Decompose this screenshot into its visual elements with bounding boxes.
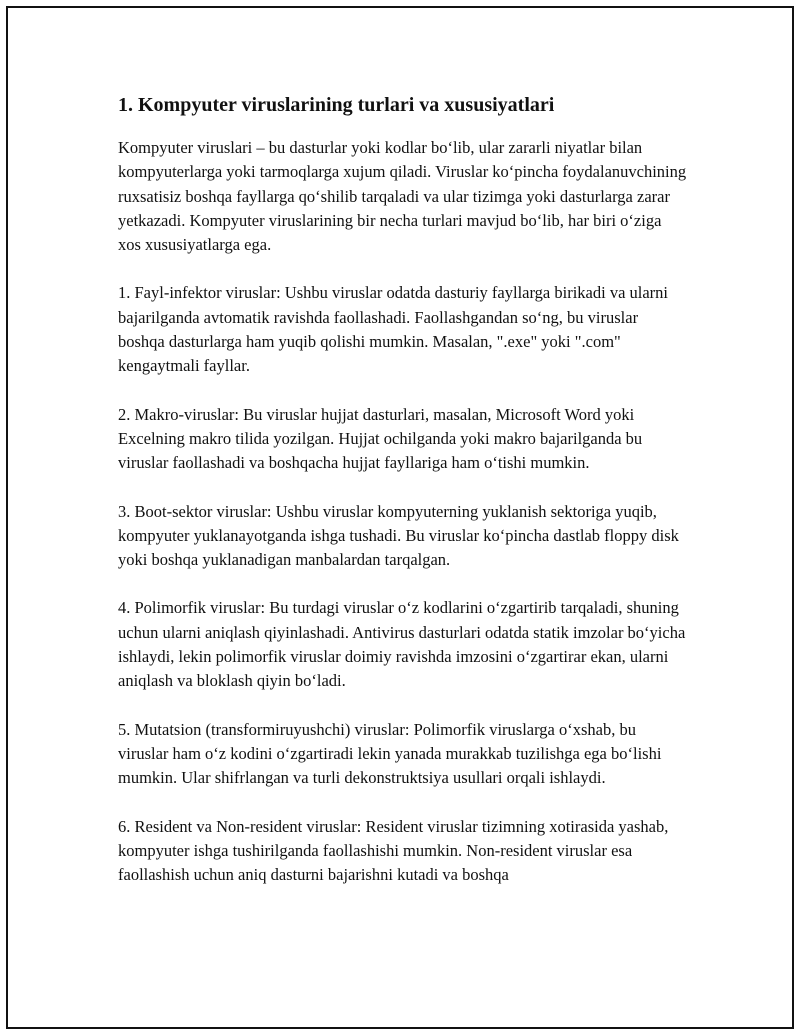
document-body [118, 92, 688, 911]
paragraph-resident: 6. Resident va Non-resident viruslar: Resident viruslar tizimning xotirasida yashab, kompyuter ishga tushirilganda faollashishi mumkin. Non-resident viruslar esa faollashish uchun aniq dasturni bajarishni kutadi va boshqa [118, 816, 669, 885]
paragraph-polymorphic: 4. Polimorfik viruslar: Bu turdagi viruslar o‘z kodlarini o‘zgartirib tarqaladi, shuning uchun ularni aniqlash qiyinlashadi. Antivirus dasturlari odatda statik imzolar bo‘yicha ishlaydi, lekin polimorfik viruslar doimiy ravishda imzosini o‘zgartirar ekan, ularni aniqlash va bloklash qiyin bo‘ladi. [118, 598, 686, 691]
paragraph-macro-viruses: 2. Makro-viruslar: Bu viruslar hujjat dasturlari, masalan, Microsoft Word yoki Excelning makro tilida yozilgan. Hujjat ochilganda yoki makro bajarilganda bu viruslar faollashadi va boshqacha hujjat fayllariga ham o‘tishi mumkin. [118, 404, 643, 473]
paragraph-mutational: 5. Mutatsion (transformiruyushchi) viruslar: Polimorfik viruslarga o‘xshab, bu viruslar ham o‘z kodini o‘zgartiradi lekin yanada murakkab tuzilishga ega bo‘lishi mumkin. Ular shifrlangan va turli dekonstruktsiya usullari orqali ishlaydi. [118, 719, 662, 788]
paragraph-boot-sector: 3. Boot-sektor viruslar: Ushbu viruslar kompyuterning yuklanish sektoriga yuqib, kompyuter yuklanayotganda ishga tushadi. Bu viruslar ko‘pincha dastlab floppy disk yoki boshqa yuklanadigan manbalardan tarqalgan. [118, 501, 679, 570]
paragraph-intro: Kompyuter viruslari – bu dasturlar yoki kodlar bo‘lib, ular zararli niyatlar bilan kompyuterlarga yoki tarmoqlarga xujum qiladi. Viruslar ko‘pincha foydalanuvchining ruxsatisiz boshqa fayllarga qo‘shilib tarqaladi va ular tizimga yoki dasturlarga zarar yetkazadi. Kompyuter viruslarining bir necha turlari mavjud bo‘lib, har biri o‘ziga xos xususiyatlarga ega. [118, 138, 687, 255]
paragraph-file-infector: 1. Fayl-infektor viruslar: Ushbu viruslar odatda dasturiy fayllarga birikadi va ularni bajarilganda avtomatik ravishda faollashadi. Faollashgandan so‘ng, bu viruslar boshqa dasturlarga ham yuqib qolishi mumkin. Masalan, ".exe" yoki ".com" kengaytmali fayllar. [118, 283, 669, 376]
document-title: 1. Kompyuter viruslarining turlari va xususiyatlari [118, 94, 555, 116]
